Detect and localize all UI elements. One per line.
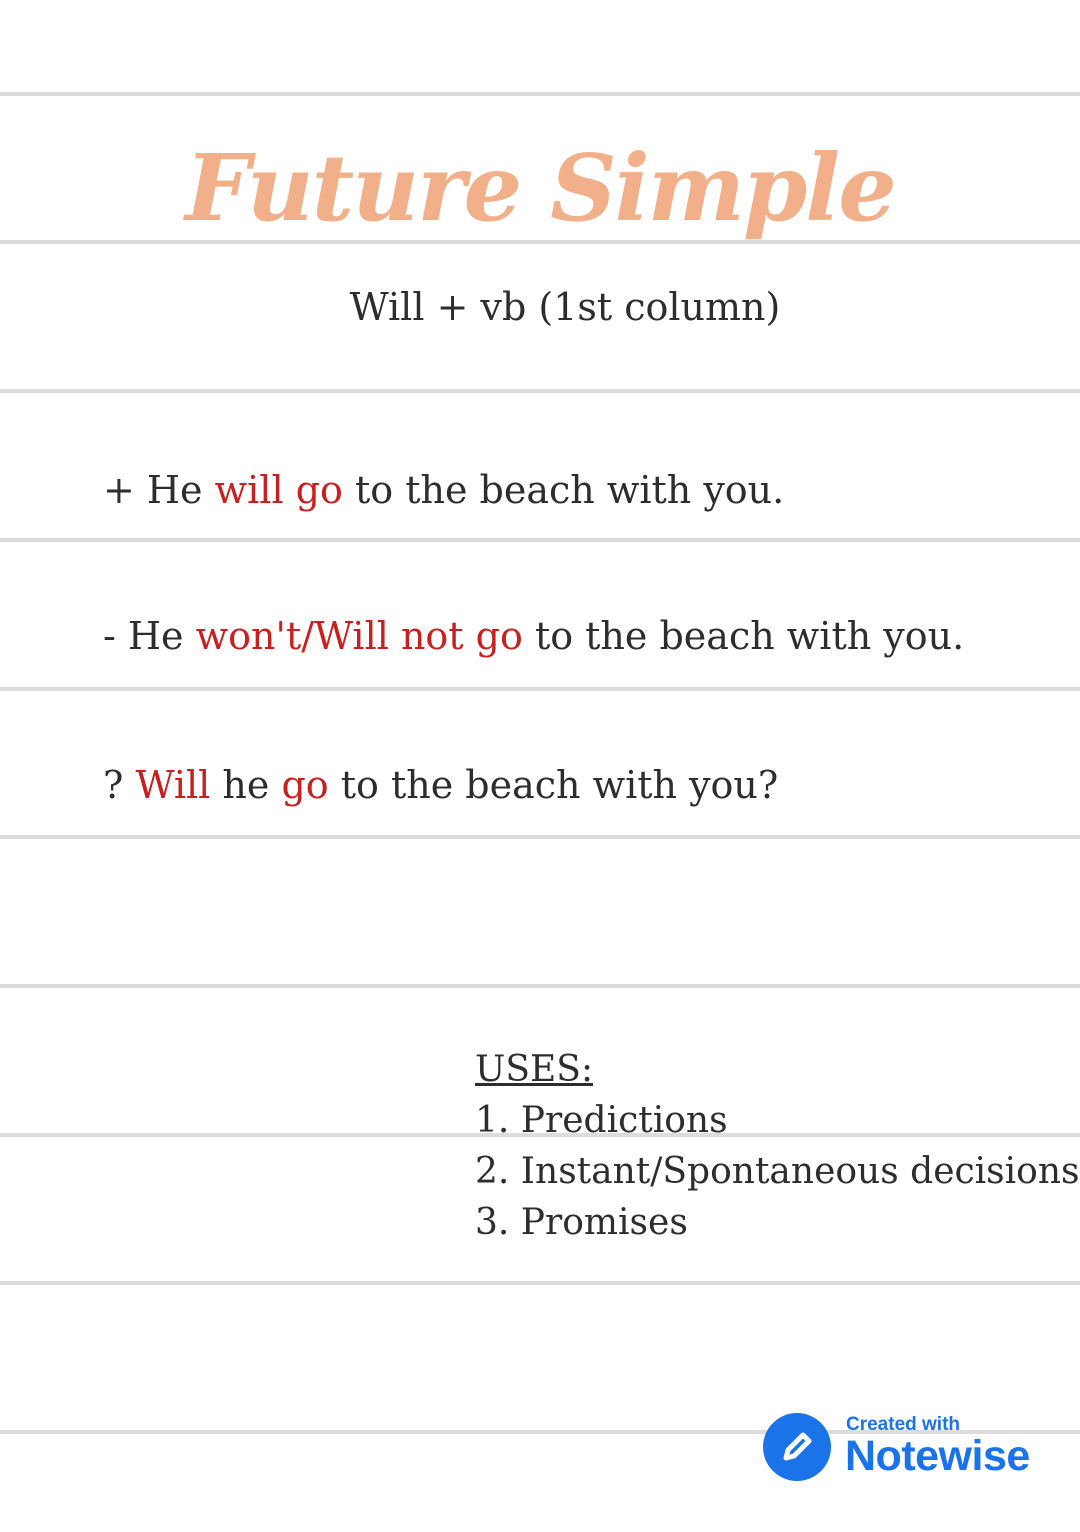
ruled-line xyxy=(0,538,1080,542)
uses-item: 2. Instant/Spontaneous decisions xyxy=(475,1151,1080,1192)
highlighted-verb: won't/Will not go xyxy=(195,614,523,658)
ruled-line xyxy=(0,1281,1080,1285)
ruled-line xyxy=(0,984,1080,988)
ruled-line xyxy=(0,92,1080,96)
sentence-prefix: - He xyxy=(103,614,196,658)
highlighted-verb: Will xyxy=(135,763,211,807)
sentence-rest: to the beach with you. xyxy=(342,468,785,512)
uses-heading: USES: xyxy=(475,1049,594,1090)
uses-item: 3. Promises xyxy=(475,1202,688,1243)
ruled-line xyxy=(0,389,1080,393)
sentence-rest: to the beach with you? xyxy=(328,763,779,807)
positive-sentence xyxy=(103,465,784,515)
page-title: Future Simple xyxy=(185,134,895,242)
ruled-line xyxy=(0,835,1080,839)
question-sentence xyxy=(103,760,778,810)
badge-brand: Notewise xyxy=(845,1432,1030,1480)
uses-item: 1. Predictions xyxy=(475,1100,728,1141)
sentence-prefix: + He xyxy=(103,468,215,512)
sentence-rest: to the beach with you. xyxy=(522,614,965,658)
notewise-badge xyxy=(763,1413,1043,1485)
uses-list xyxy=(475,1044,1080,1248)
ruled-line xyxy=(0,687,1080,691)
highlighted-verb: will go xyxy=(214,468,343,512)
badge-caption: Created with xyxy=(846,1414,961,1435)
sentence-prefix: ? xyxy=(103,763,136,807)
sentence-middle: he xyxy=(210,763,282,807)
highlighted-verb: go xyxy=(281,763,329,807)
pencil-icon xyxy=(763,1413,831,1481)
negative-sentence xyxy=(103,611,964,661)
formula-text: Will + vb (1st column) xyxy=(349,285,781,329)
